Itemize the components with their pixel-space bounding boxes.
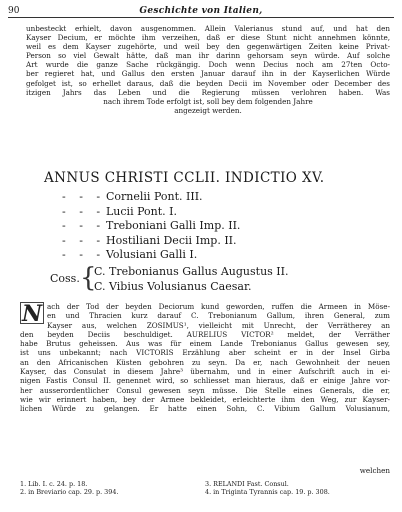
header-rule bbox=[8, 17, 394, 18]
text-line: an den Africanischen Küsten gebohren zu seyn. Da er, nach Gewohnheit der neuen bbox=[20, 357, 390, 367]
text-line: unbesteckt erhielt, davon ausgenommen. Allein Valerianus stund auf, und hat den bbox=[26, 24, 390, 33]
list-item: - - -Hostiliani Decii Imp. II. bbox=[62, 233, 237, 247]
list-item: - - -Treboniani Galli Imp. II. bbox=[62, 219, 241, 232]
pontiff-consul-list bbox=[62, 190, 240, 263]
drop-cap: N bbox=[21, 301, 43, 327]
text-line: weil es dem Kayser zugehörte, und weil bey den gegenwärtigen Zeiten keine Privat- bbox=[26, 42, 390, 52]
text-line: nigen Fastis Consul II. genennet wird, so schliesset man hieraus, daß er einige Jahre vor- bbox=[20, 376, 390, 386]
text-line: habe Brutus geheissen. Aus was für einem Lande Trebonianus Gallus gewesen sey, bbox=[20, 339, 390, 349]
running-title: Geschichte von Italien, bbox=[139, 6, 263, 16]
text-line: her ausserordentlicher Consul gewesen seyn müsse. Die Stelle eines Generals, die er, bbox=[20, 385, 390, 395]
text-line: Kayser aus, welchen ZOSIMUS¹, vielleicht mit Unrecht, der Verrätherey an bbox=[47, 320, 390, 330]
text-line: itzigen Jahrs das Leben und die Regierung müssen verlohren haben. Was bbox=[26, 87, 390, 97]
text-line: Art wurde die ganze Sache rückgängig. Doch wenn Decius noch am 27ten Octo- bbox=[26, 60, 390, 70]
footnote-row bbox=[20, 480, 390, 488]
footnote-row bbox=[20, 488, 390, 496]
catchword: welchen bbox=[359, 466, 390, 475]
text-line: nach ihrem Tode erfolgt ist, soll bey dem folgenden Jahre bbox=[103, 96, 313, 106]
footnote: 1. Lib. I. c. 24. p. 18. bbox=[20, 480, 88, 488]
year-heading: ANNUS CHRISTI CCLII. INDICTIO XV. bbox=[44, 170, 325, 186]
list-item: - - -Volusiani Galli I. bbox=[62, 248, 198, 261]
text-line: angezeigt werden. bbox=[174, 105, 242, 115]
brace-glyph: { bbox=[80, 263, 97, 293]
text-line: Kayser Decium, er möchte ihm verzeihen, daß er diese Stunt nicht annehmen könnte, bbox=[26, 33, 390, 43]
consul-name: C. Vibius Volusianus Caesar. bbox=[94, 280, 252, 293]
footnote: 3. RELANDI Fast. Consul. bbox=[205, 480, 289, 488]
list-item: - - -Lucii Pont. I. bbox=[62, 204, 178, 218]
text-line: wie wir erinnert haben, bey der Armee bekleidet, erleichterte ihm den Weg, zur Kayser- bbox=[20, 394, 390, 404]
page-number: 90 bbox=[8, 6, 20, 16]
list-item: - - -Cornelii Pont. III. bbox=[62, 190, 203, 203]
paragraph-main bbox=[20, 302, 390, 414]
text-line: den beyden Deciis beschuldiget. AURELIUS VICTOR² meldet, der Verräther bbox=[20, 329, 390, 339]
text-line: gefolget ist, so erhellet daraus, daß die beyden Decii im November oder December des bbox=[26, 78, 390, 88]
text-line: lichen Würde zu gelangen. Er hatte einen Sohn, C. Vibium Gallum Volusianum, bbox=[20, 404, 390, 414]
paragraph-top bbox=[26, 24, 390, 115]
text-line: ach der Tod der beyden Deciorum kund geworden, ruffen die Armeen in Möse- bbox=[47, 302, 390, 311]
text-line: en und Thracien kurz darauf C. Trebonianum Gallum, ihren General, zum bbox=[47, 311, 390, 321]
text-line: ber regieret hat, und Gallus den ersten Januar darauf ihn in der Kayserlichen Würde bbox=[26, 69, 390, 79]
text-line: ist uns unbekannt; nach VICTORIS Erzählung aber scheint er in der Insel Girba bbox=[20, 348, 390, 358]
consul-name: C. Trebonianus Gallus Augustus II. bbox=[94, 265, 289, 278]
coss-label: Coss. bbox=[50, 272, 80, 285]
text-line: Kayser, das Consulat in diesem Jahre³ übernahm, und in einer Aufschrift auch in ei- bbox=[20, 367, 390, 377]
footnotes bbox=[20, 480, 390, 496]
footnote: 2. in Breviario cap. 29. p. 394. bbox=[20, 488, 119, 496]
text-line: Person so viel Gewalt hätte, daß man ihr darinn gehorsam seyn würde. Auf solche bbox=[26, 51, 390, 61]
consul-names bbox=[94, 264, 289, 294]
footnote: 4. in Triginta Tyrannis cap. 19. p. 308. bbox=[205, 488, 330, 496]
